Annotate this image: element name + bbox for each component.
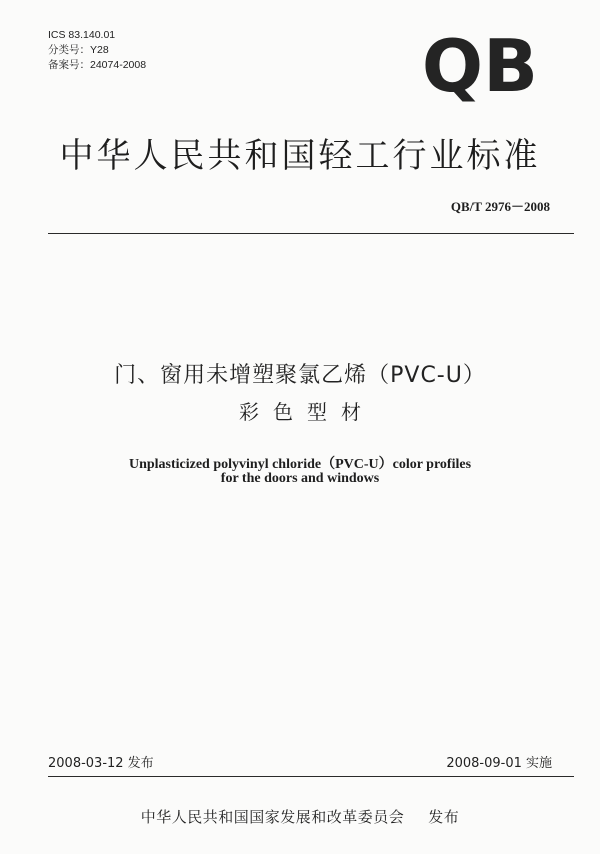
issuer-action: 发布 — [428, 808, 460, 826]
effective-date: 2008-09-01 实施 — [446, 756, 552, 771]
issuer — [0, 806, 600, 827]
top-divider — [48, 233, 574, 234]
standard-number: QB/T 2976－2008 — [450, 199, 550, 214]
english-title-line-2: for the doors and windows — [220, 471, 380, 486]
bottom-divider — [48, 776, 574, 777]
english-title-line-1: Unplasticized polyvinyl chloride（PVC-U）color profiles — [128, 457, 472, 472]
publish-date: 2008-03-12 发布 — [48, 756, 154, 771]
classification-code: 分类号：Y28 — [48, 44, 109, 56]
standard-title: 中华人民共和国轻工行业标准 — [59, 136, 541, 176]
issuer-name: 中华人民共和国国家发展和改革委员会 — [140, 808, 405, 826]
ics-code: ICS 83.140.01 — [48, 29, 116, 41]
qb-logo: QB — [421, 24, 538, 108]
record-number: 备案号：24074-2008 — [48, 59, 147, 71]
chinese-title-line-1: 门、窗用未增塑聚氯乙烯（PVC-U） — [114, 363, 486, 388]
chinese-title-line-2: 彩色型材 — [239, 400, 375, 424]
